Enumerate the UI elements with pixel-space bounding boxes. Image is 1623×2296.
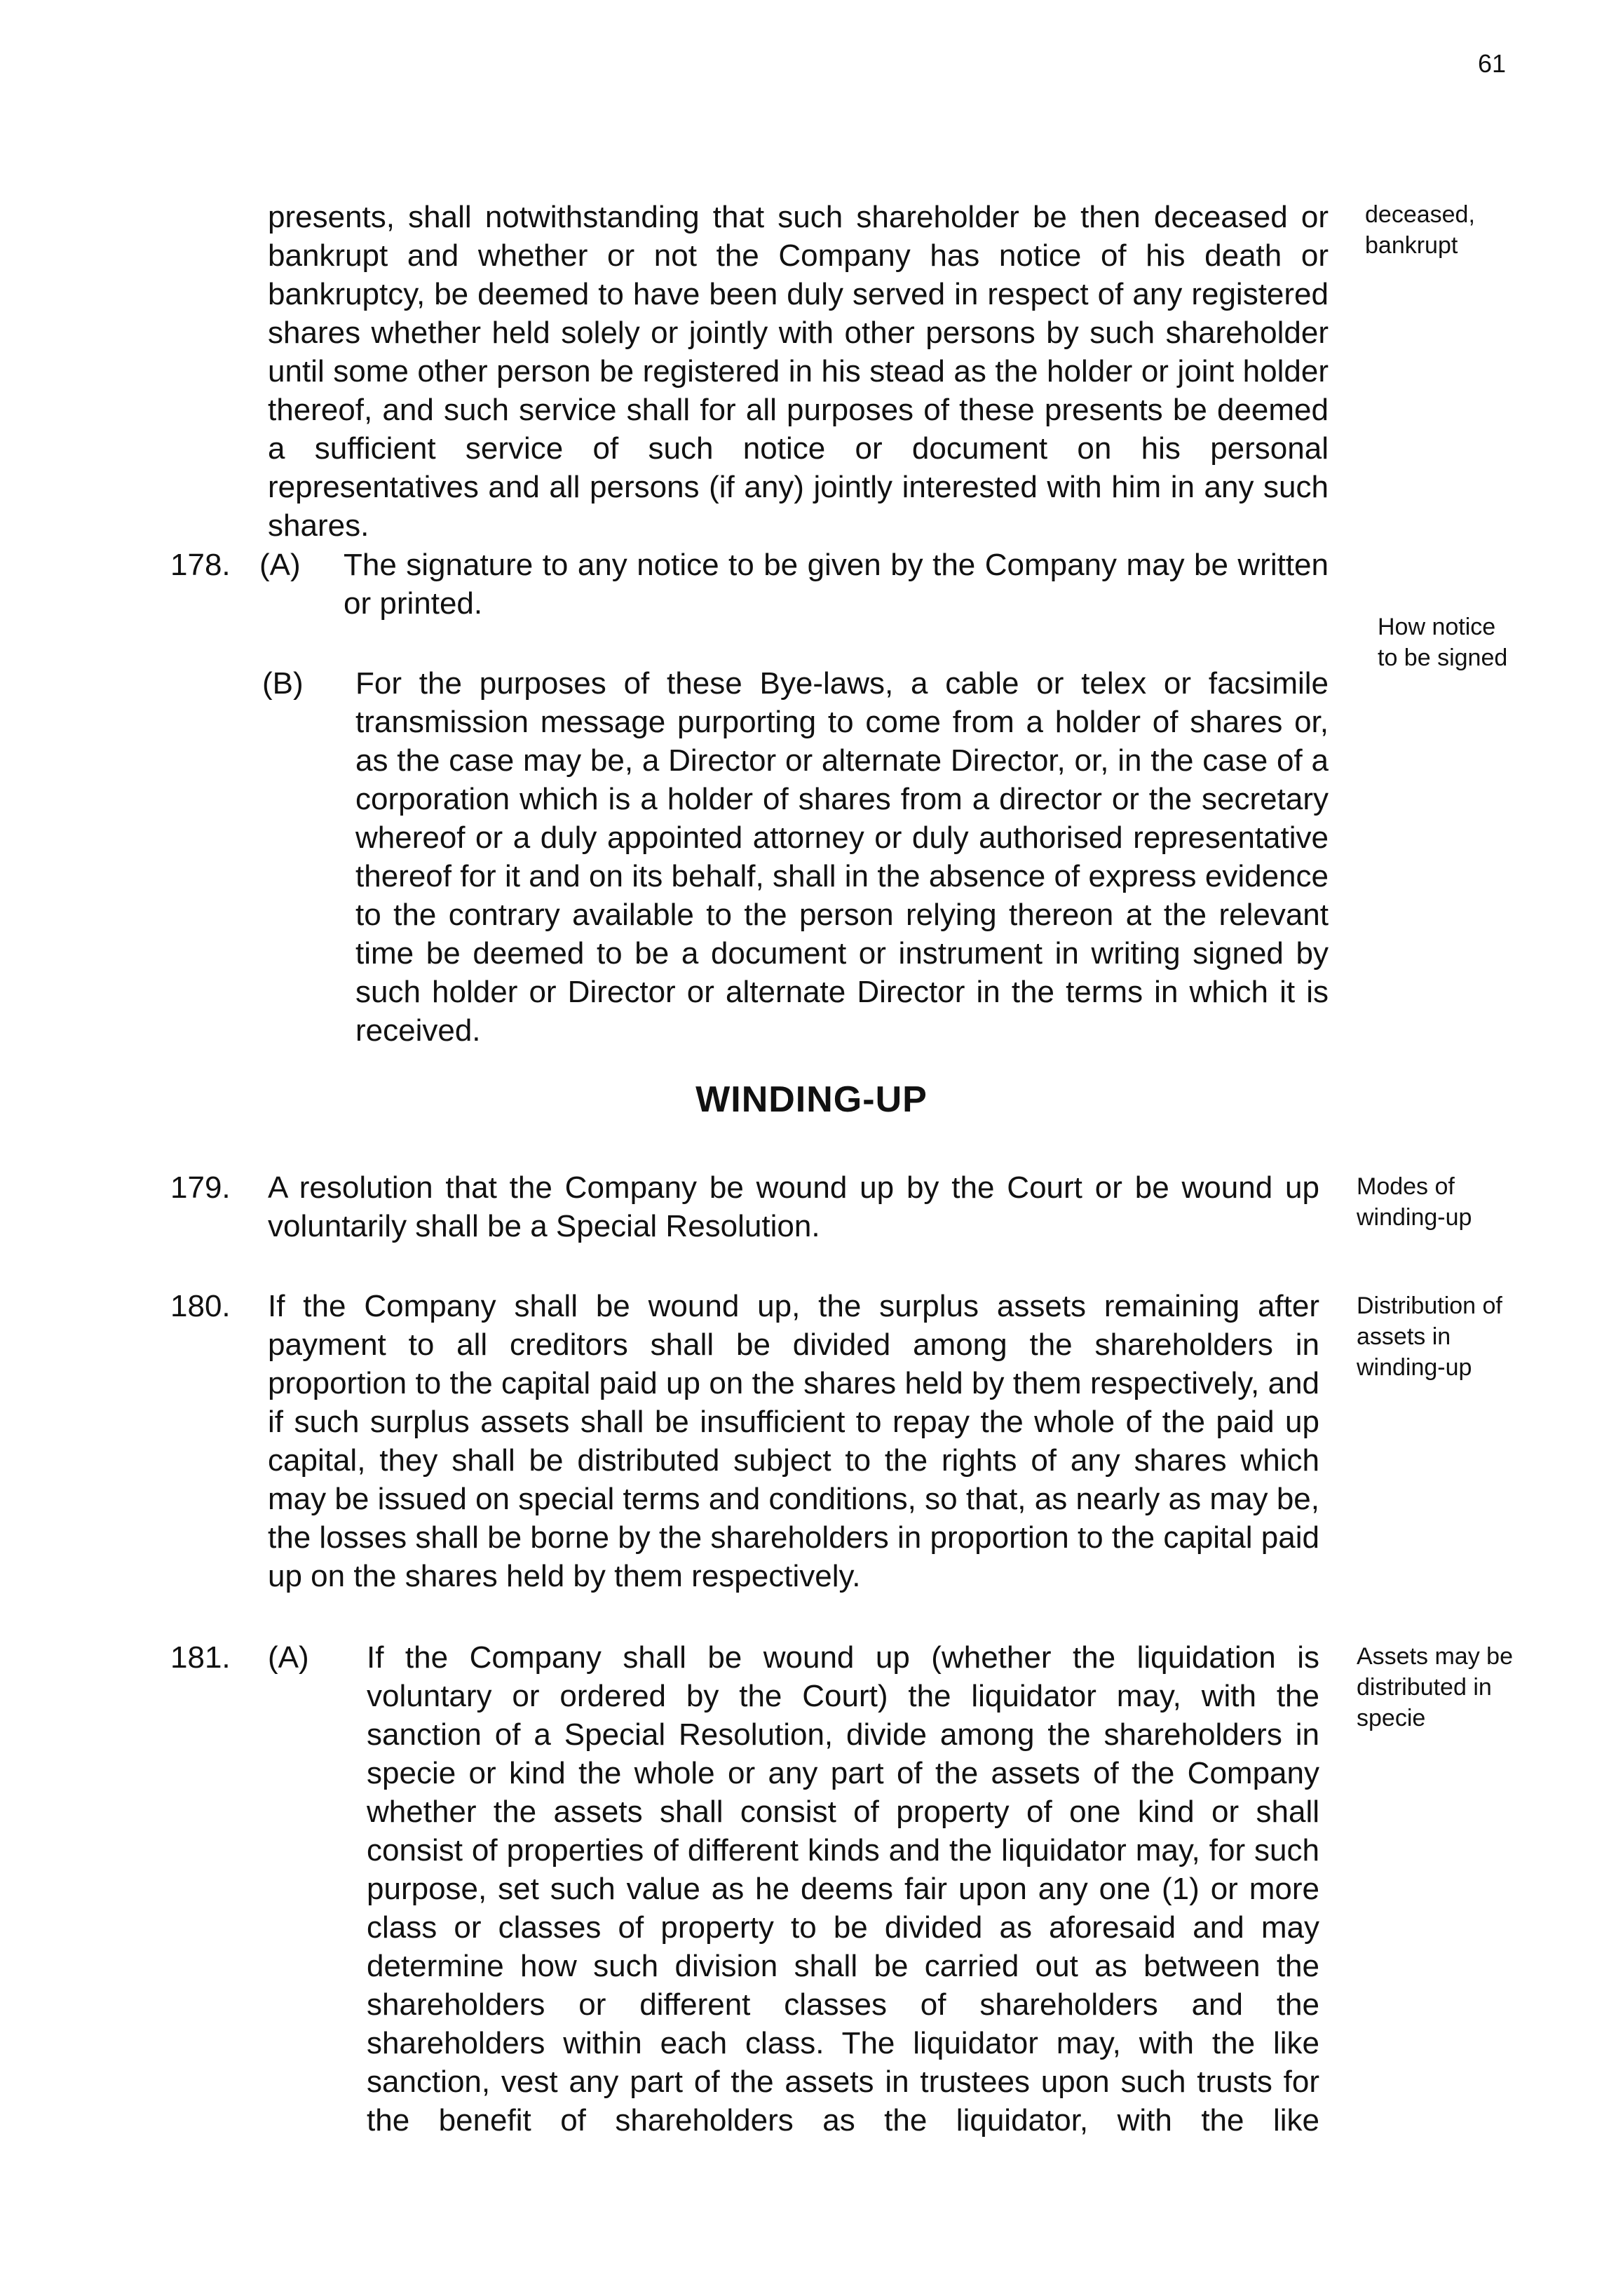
clause-178-b-label: (B) <box>262 666 304 701</box>
clause-178-a-text: The signature to any notice to be given by the Company may be written or printed. <box>344 548 1329 621</box>
clause-179-text: A resolution that the Company be wound up by the Court or be wound up voluntarily shall be a Special Resolution. <box>268 1170 1319 1243</box>
clause-178-b-text: For the purposes of these Bye-laws, a cable or telex or facsimile transmission message purporting to come from a holder of shares or, as the case may be, a Director or alternate Director, or, in the case of a corporation which is a holder of shares from a director or the secretary whereof or a duly appointed attorney or duly authorised representative thereof for it and on its behalf, shall in the absence of express evidence to the contrary available to the person relying thereon at the relevant time be deemed to be a document or instrument in writing signed by such holder or Director or alternate Director in the terms in which it is received. <box>355 666 1329 1048</box>
section-heading-winding-up: WINDING-UP <box>695 1079 928 1120</box>
clause-178-a-label: (A) <box>259 548 301 582</box>
margin-note-modes-of-winding-up: Modes of winding-up <box>1357 1173 1472 1231</box>
clause-180-number: 180. <box>170 1289 231 1323</box>
margin-note-how-notice-signed: How notice to be signed <box>1378 614 1508 671</box>
continuation-paragraph: presents, shall notwithstanding that such shareholder be then deceased or bankrupt and whether or not the Company has notice of his death or bankruptcy, be deemed to have been duly served in respect of any registered shares whether held solely or jointly with other persons by such shareholder until some other person be registered in his stead as the holder or joint holder thereof, and such service shall for all purposes of these presents be deemed a sufficient service of such notice or document on his personal representatives and all persons (if any) jointly interested with him in any such shares. <box>268 200 1329 543</box>
clause-181-number: 181. <box>170 1640 231 1675</box>
clause-180-text: If the Company shall be wound up, the surplus assets remaining after payment to all creditors shall be divided among the shareholders in proportion to the capital paid up on the shares held by them respectively, and if such surplus assets shall be insufficient to repay the whole of the paid up capital, they shall be distributed subject to the rights of any shares which may be issued on special terms and conditions, so that, as nearly as may be, the losses shall be borne by the shareholders in proportion to the capital paid up on the shares held by them respectively. <box>268 1289 1319 1593</box>
clause-181-a-label: (A) <box>268 1640 309 1675</box>
margin-note-distribution-of-assets: Distribution of assets in winding-up <box>1357 1292 1502 1381</box>
clause-178-number: 178. <box>170 548 231 582</box>
page-number: 61 <box>1478 49 1507 78</box>
margin-note-assets-distributed-in-specie: Assets may be distributed in specie <box>1357 1643 1513 1731</box>
clause-181-a-text: If the Company shall be wound up (whether the liquidation is voluntary or ordered by the Court) the liquidator may, with the sanction of a Special Resolution, divide among the shareholders in specie or kind the whole or any part of the assets of the Company whether the assets shall consist of property of one kind or shall consist of properties of different kinds and the liquidator may, for such purpose, set such value as he deems fair upon any one (1) or more class or classes of property to be divided as aforesaid and may determine how such division shall be carried out as between the shareholders or different classes of shareholders and the shareholders within each class. The liquidator may, with the like sanction, vest any part of the assets in trustees upon such trusts for the benefit of shareholders as the liquidator, with the like <box>367 1640 1319 2138</box>
clause-179-number: 179. <box>170 1170 231 1205</box>
margin-note-deceased-bankrupt: deceased, bankrupt <box>1365 201 1475 259</box>
